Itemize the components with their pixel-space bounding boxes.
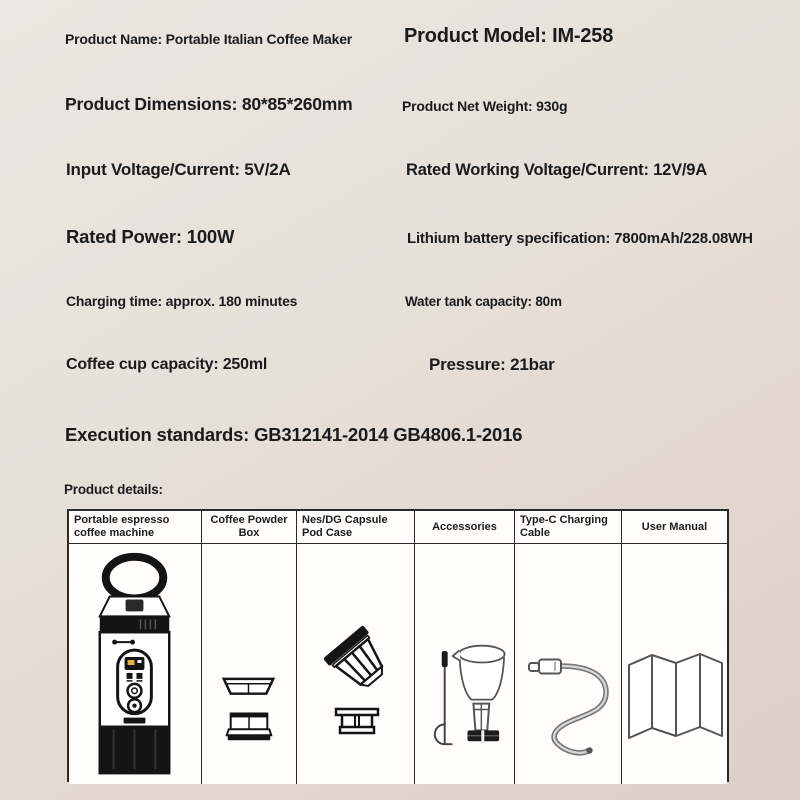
product-details-label: Product details:: [64, 482, 163, 497]
pressure-spec: Pressure: 21bar: [429, 355, 555, 374]
cell-coffee-powder-box: [202, 544, 297, 784]
input-voltage-spec: Input Voltage/Current: 5V/2A: [66, 160, 291, 179]
rated-power-spec: Rated Power: 100W: [66, 226, 235, 247]
cell-capsule-pod-case: [297, 544, 415, 784]
header-type-c-cable: Type-C Charging Cable: [515, 511, 622, 544]
dimensions-spec: Product Dimensions: 80*85*260mm: [65, 94, 353, 114]
cup-capacity-spec: Coffee cup capacity: 250ml: [66, 356, 268, 373]
espresso-machine-icon: [69, 544, 201, 784]
coffee-powder-box-icon: [202, 544, 296, 784]
header-espresso-machine: Portable espresso coffee machine: [69, 511, 202, 544]
header-accessories: Accessories: [415, 511, 515, 544]
capsule-pod-case-icon: [297, 544, 414, 784]
header-capsule-pod-case: Nes/DG Capsule Pod Case: [297, 511, 415, 544]
execution-standards: Execution standards: GB312141-2014 GB4806.1-2016: [65, 424, 523, 445]
header-user-manual: User Manual: [622, 511, 727, 544]
product-details-table: [67, 509, 729, 782]
charging-time-spec: Charging time: approx. 180 minutes: [66, 293, 298, 309]
battery-spec: Lithium battery specification: 7800mAh/228.08WH: [407, 230, 753, 247]
cell-type-c-cable: [515, 544, 622, 784]
type-c-cable-icon: [515, 544, 621, 784]
cell-user-manual: [622, 544, 727, 784]
accessories-icon: [415, 544, 514, 784]
working-voltage-spec: Rated Working Voltage/Current: 12V/9A: [406, 161, 707, 179]
user-manual-icon: [622, 544, 727, 784]
details-header-row: [69, 511, 727, 544]
header-coffee-powder-box: Coffee Powder Box: [202, 511, 297, 544]
cell-espresso-machine: [69, 544, 202, 784]
cell-accessories: [415, 544, 515, 784]
water-tank-spec: Water tank capacity: 80m: [405, 294, 562, 309]
product-name-spec: Product Name: Portable Italian Coffee Maker: [65, 31, 353, 47]
details-illustration-row: [69, 544, 727, 784]
product-model-spec: Product Model: IM-258: [404, 25, 614, 47]
net-weight-spec: Product Net Weight: 930g: [402, 98, 568, 114]
